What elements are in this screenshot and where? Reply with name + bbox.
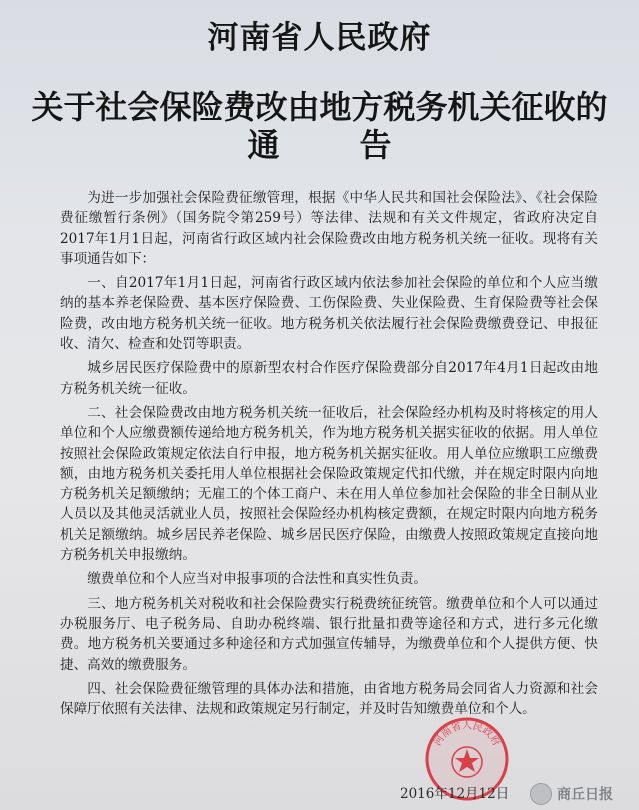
- notice-body: [60, 188, 598, 723]
- signature-date: 2016年12月12日: [400, 786, 510, 802]
- clause-2-paragraph: 二、社会保险费改由地方税务机关统一征收后，社会保险经办机构及时将核定的用人单位和个人应缴费额传递给地方税务机关，作为地方税务机关据实征收的依据。用人单位按照社会保险政策规定依法自行申报，地方税务机关据实征收。用人单位应缴职工应缴费额，由地方税务机关委托用人单位根据社会保险政策规定代扣代缴，并在规定时限内向地方税务机关足额缴纳；无雇工的个体工商户、未在用人单位参加社会保险的非全日制从业人员以及其他灵活就业人员，按照社会保险经办机构核定费额，在规定时限内向地方税务机关足额缴纳。城乡居民养老保险、城乡居民医疗保险，由缴费人按照政策规定直接向地方税务机关申报缴纳。: [60, 404, 598, 564]
- seal-text: 河南省人民政府: [432, 720, 502, 749]
- watermark-text: 商丘日报: [557, 787, 613, 803]
- intro-paragraph: 为进一步加强社会保险费征缴管理，根据《中华人民共和国社会保险法》、《社会保险费征缴暂行条例》（国务院令第259号）等法律、法规和有关文件规定，省政府决定自2017年1月1日起，河南省行政区域内社会保险费改由地方税务机关统一征收。现将有关事项通告如下：: [60, 190, 598, 267]
- clause-1-supplement: 城乡居民医疗保险费中的原新型农村合作医疗保险费部分自2017年4月1日起改由地方税务机关统一征收。: [60, 360, 598, 397]
- watermark-logo: [530, 782, 613, 806]
- clause-2-supplement: 缴费单位和个人应当对申报事项的合法性和真实性负责。: [87, 571, 428, 588]
- clause-3-paragraph: 三、地方税务机关对税收和社会保险费实行税费统征统管。缴费单位和个人可以通过办税服务厅、电子税务局、自助办税终端、银行批量扣费等途径和方式，进行多元化缴费。地方税务机关要通过多种途径和方式加强宣传辅导，为缴费单位和个人提供方便、快捷、高效的缴费服务。: [60, 595, 598, 673]
- issuer-title: 河南省人民政府: [207, 20, 432, 56]
- notice-title: 关于社会保险费改由地方税务机关征收的: [31, 88, 608, 126]
- wechat-icon: [530, 783, 552, 805]
- notice-title-suffix: 通告: [247, 126, 472, 164]
- clause-4-paragraph: 四、社会保险费征缴管理的具体办法和措施，由省地方税务局会同省人力资源和社会保障厅依照有关法律、法规和政策规定另行制定，并及时告知缴费单位和个人。: [60, 680, 598, 718]
- clause-1-paragraph: 一、自2017年1月1日起，河南省行政区域内依法参加社会保险的单位和个人应当缴纳的基本养老保险费、基本医疗保险费、工伤保险费、失业保险费、生育保险费等社会保险费，改由地方税务机关统一征收。地方税务机关依法履行社会保险费缴费登记、申报征收、清欠、检查和处罚等职责。: [60, 275, 598, 353]
